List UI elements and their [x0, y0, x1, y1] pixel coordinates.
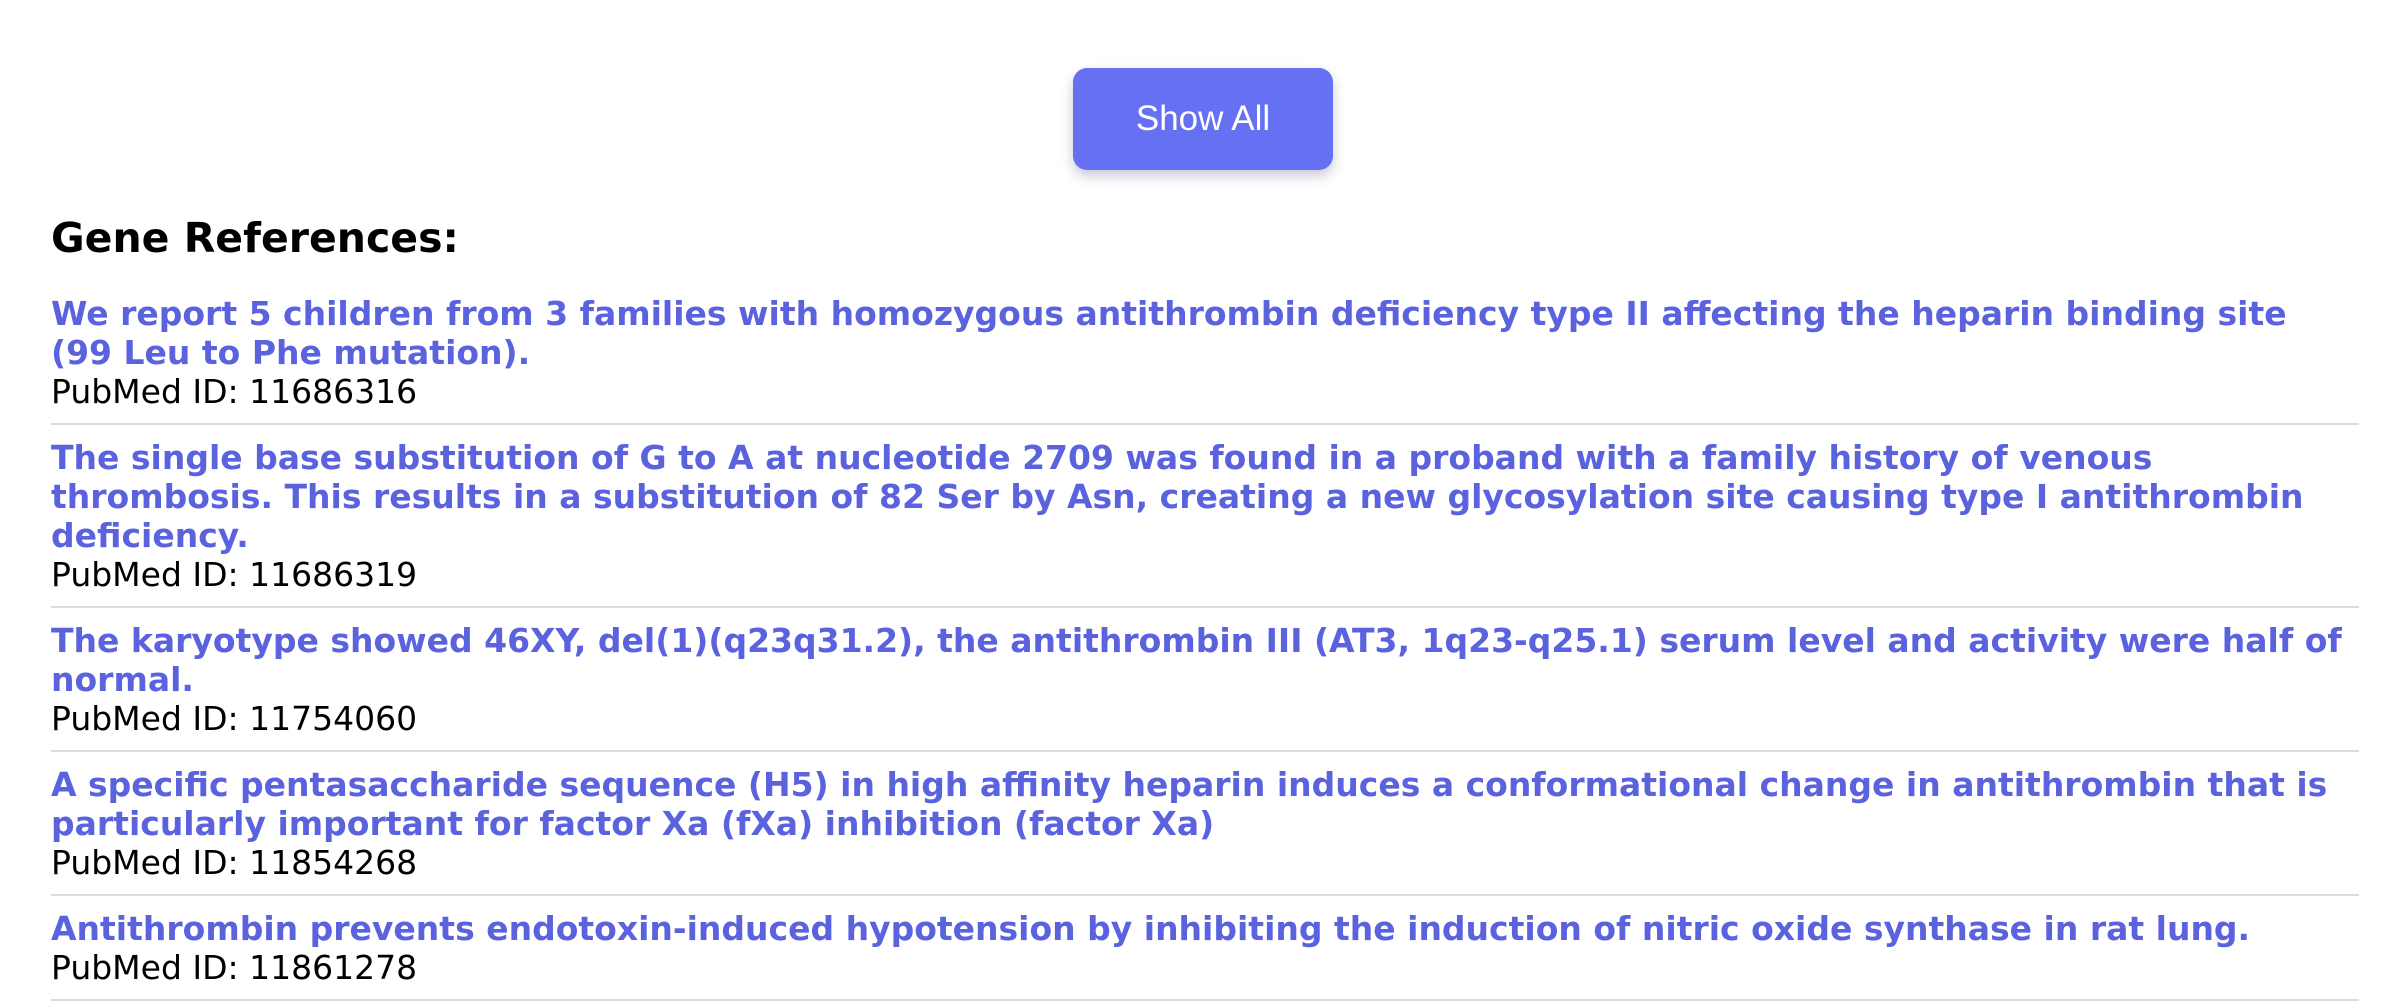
pubmed-id-value: 11686319: [249, 555, 418, 594]
pubmed-id: [51, 372, 2359, 411]
reference-title-link[interactable]: A specific pentasaccharide sequence (H5) in high affinity heparin induces a conformational change in antithrombin that is particularly important for factor Xa (fXa) inhibition (factor Xa): [51, 765, 2328, 843]
show-all-button[interactable]: Show All: [1073, 68, 1333, 170]
pubmed-id: [51, 843, 2359, 882]
pubmed-id: [51, 555, 2359, 594]
reference-list: [51, 294, 2359, 1001]
reference-title-link[interactable]: We report 5 children from 3 families with homozygous antithrombin deficiency type II affecting the heparin binding site (99 Leu to Phe mutation).: [51, 294, 2287, 372]
pubmed-id-value: 11861278: [249, 948, 418, 987]
pubmed-id: [51, 699, 2359, 738]
pubmed-id-value: 11686316: [249, 372, 418, 411]
pubmed-id-value: 11754060: [249, 699, 418, 738]
pubmed-id: [51, 948, 2359, 987]
pubmed-id-label: PubMed ID:: [51, 699, 250, 738]
pubmed-id-label: PubMed ID:: [51, 555, 250, 594]
pubmed-id-value: 11854268: [249, 843, 418, 882]
reference-title-link[interactable]: Antithrombin prevents endotoxin-induced hypotension by inhibiting the induction of nitric oxide synthase in rat lung.: [51, 909, 2251, 948]
reference-title-link[interactable]: The karyotype showed 46XY, del(1)(q23q31.2), the antithrombin III (AT3, 1q23-q25.1) serum level and activity were half of normal.: [51, 621, 2342, 699]
section-title: Gene References:: [51, 214, 459, 262]
gene-references-section: [51, 205, 2359, 1008]
reference-item: [51, 765, 2359, 896]
reference-title-link[interactable]: The single base substitution of G to A at nucleotide 2709 was found in a proband with a family history of venous thrombosis. This results in a substitution of 82 Ser by Asn, creating a new glycosylation site causing type I antithrombin deficiency.: [51, 438, 2304, 555]
reference-item: [51, 294, 2359, 425]
pubmed-id-label: PubMed ID:: [51, 843, 250, 882]
reference-item: [51, 621, 2359, 752]
pubmed-id-label: PubMed ID:: [51, 948, 250, 987]
show-all-wrapper: [0, 68, 2402, 170]
reference-item: [51, 438, 2359, 608]
reference-item: [51, 909, 2359, 1001]
pubmed-id-label: PubMed ID:: [51, 372, 250, 411]
